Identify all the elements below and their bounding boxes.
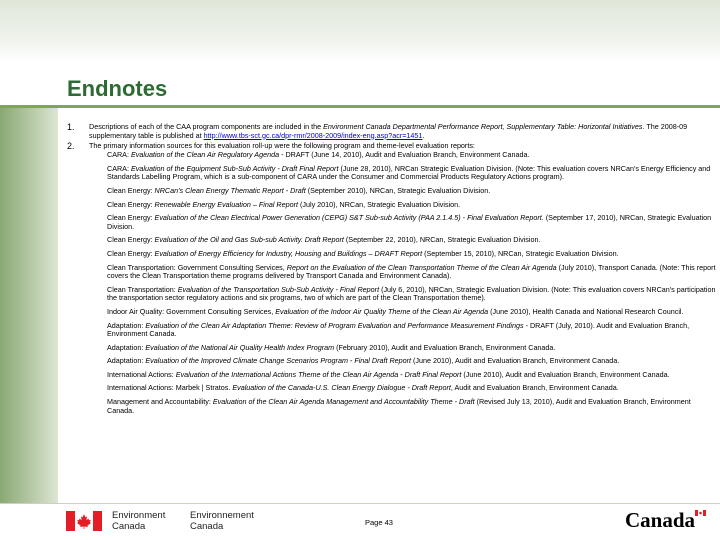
endnote-intro: The primary information sources for this evaluation roll-up were the following program and theme-level evaluation reports: bbox=[89, 141, 475, 151]
source-item: Clean Energy: Renewable Energy Evaluation – Final Report (July 2010), NRCan, Strategic Evaluation Division. bbox=[107, 199, 461, 209]
source-item: Clean Transportation: Government Consulting Services, Report on the Evaluation of the Clean Transportation Theme of the Clean Air Agenda (July 2010), Transport Canada. (Note: This report covers the Clean Transportation theme programs delivered by Transport Canada and Environment Canada). bbox=[107, 262, 716, 281]
endnote-text: Descriptions of each of the CAA program components are included in the Environment Canada Departmental Performance Report, Supplementary Table: Horizontal Initiatives. The 2008-09 supplementary table is published at http://www.tbs-sct.gc.ca/dpr-rmr/2008-2009/index-eng.asp?acr=1451. bbox=[89, 122, 688, 140]
source-item: Clean Transportation: Evaluation of the Transportation Sub-Sub Activity - Final Report (July 6, 2010), NRCan, Strategic Evaluation Division. (Note: This evaluation covers NRCan's participation the transportation sector regulatory actions and six programs, two of which are part of the Clean Transportation theme). bbox=[107, 284, 716, 303]
endnote-1 bbox=[67, 123, 717, 140]
source-item: Clean Energy: Evaluation of the Clean Electrical Power Generation (CEPG) S&T Sub-sub Activity (PAA 2.1.4.5) - Final Evaluation Report. (September 17, 2010), NRCan, Strategic Evaluation Division. bbox=[107, 213, 712, 231]
source-item: Indoor Air Quality: Government Consulting Services, Evaluation of the Indoor Air Quality Theme of the Clean Air Agenda (June 2010), Health Canada and National Research Council. bbox=[107, 306, 684, 316]
source-item: International Actions: Evaluation of the International Actions Theme of the Clean Air Agenda - Draft Final Report (June 2010), Audit and Evaluation Branch, Environment Canada. bbox=[107, 369, 670, 379]
tbs-report-link[interactable]: http://www.tbs-sct.gc.ca/dpr-rmr/2008-2009/index-eng.asp?acr=1451 bbox=[203, 130, 423, 140]
source-item: Clean Energy: NRCan's Clean Energy Thematic Report - Draft (September 2010), NRCan, Strategic Evaluation Division. bbox=[107, 185, 491, 195]
signature-french: Environnement Canada bbox=[190, 510, 254, 532]
footer bbox=[0, 504, 720, 540]
endnote-number: 1. bbox=[67, 122, 75, 132]
signature-english: Environment Canada bbox=[112, 510, 166, 532]
source-item: Clean Energy: Evaluation of the Oil and Gas Sub-sub Activity. Draft Report (September 22, 2010), NRCan, Strategic Evaluation Division. bbox=[107, 235, 541, 245]
source-list bbox=[67, 151, 717, 415]
wordmark-flag-icon bbox=[695, 510, 706, 516]
page-number: Page 43 bbox=[365, 518, 393, 527]
left-decorative-bar bbox=[0, 108, 58, 504]
endnote-number: 2. bbox=[67, 141, 75, 152]
source-item: Adaptation: Evaluation of the Clean Air Adaptation Theme: Review of Program Evaluation and Performance Measurement Findings - DRAFT (July, 2010). Audit and Evaluation Branch, Environment Canada. bbox=[107, 320, 690, 339]
source-item: CARA: Evaluation of the Equipment Sub-Sub Activity - Draft Final Report (June 28, 2010), NRCan Strategic Evaluation Division. (Note: This evaluation covers NRCan's Energy Efficiency and Standards Labelling Program, which is a sub-component of CARA under the Consumer and Commercial Products Regulatory Actions program). bbox=[107, 163, 711, 182]
source-item: CARA: Evaluation of the Clean Air Regulatory Agenda - DRAFT (June 14, 2010), Audit and Evaluation Branch, Environment Canada. bbox=[107, 150, 530, 160]
page-title: Endnotes bbox=[67, 76, 168, 101]
header-band bbox=[0, 0, 720, 62]
canada-flag-icon bbox=[66, 511, 102, 531]
source-item: Management and Accountability: Evaluation of the Clean Air Agenda Management and Accountability Theme - Draft (Revised July 13, 2010), Audit and Evaluation Branch, Environment Canada. bbox=[107, 397, 691, 415]
title-rule bbox=[0, 105, 720, 108]
source-item: Adaptation: Evaluation of the Improved Climate Change Scenarios Program - Final Draft Report (June 2010), Audit and Evaluation Branch, Environment Canada. bbox=[107, 356, 620, 366]
source-item: Adaptation: Evaluation of the National Air Quality Health Index Program (February 2010), Audit and Evaluation Branch, Environment Canada. bbox=[107, 342, 556, 352]
endnotes-list bbox=[67, 123, 717, 420]
source-item: International Actions: Marbek | Stratos. Evaluation of the Canada-U.S. Clean Energy Dialogue - Draft Report, Audit and Evaluation Branch, Environment Canada. bbox=[107, 383, 619, 393]
canada-wordmark: Canada bbox=[625, 508, 696, 532]
source-item: Clean Energy: Evaluation of Energy Efficiency for Industry, Housing and Buildings – DRAFT Report (September 15, 2010), NRCan, Strategic Evaluation Division. bbox=[107, 248, 619, 258]
